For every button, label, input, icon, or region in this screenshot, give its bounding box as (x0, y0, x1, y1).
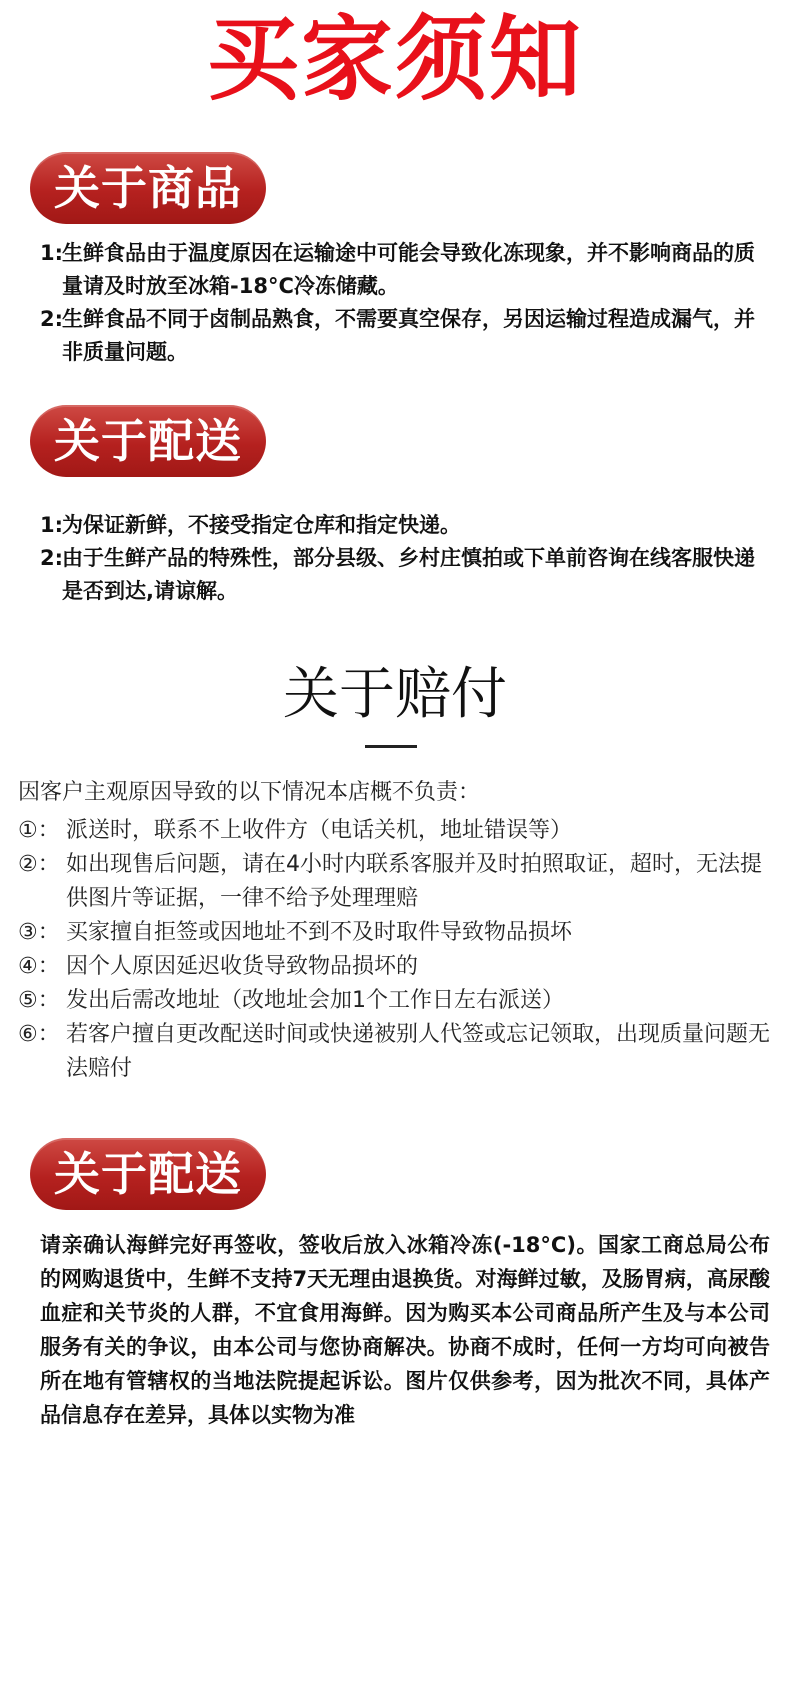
item-number: ③： (18, 920, 60, 945)
section-badge-delivery: 关于配送 (30, 405, 266, 477)
item-text: 买家擅自拒签或因地址不到不及时取件导致物品损坏 (66, 920, 573, 945)
compensation-list (18, 814, 778, 1086)
list-item (18, 916, 778, 950)
list-item (40, 237, 770, 303)
list-item (18, 1018, 778, 1086)
list-item (40, 542, 770, 608)
item-text: 因个人原因延迟收货导致物品损坏的 (66, 954, 419, 979)
compensation-intro: 因客户主观原因导致的以下情况本店概不负责： (18, 780, 481, 805)
section-badge-delivery-2: 关于配送 (30, 1138, 266, 1210)
item-text: 由于生鲜产品的特殊性，部分县级、乡村庄慎拍或下单前咨询在线客服快递是否到达,请谅解。 (62, 546, 755, 603)
item-text: 发出后需改地址（改地址会加1个工作日左右派送） (66, 988, 564, 1013)
list-item (18, 950, 778, 984)
section-badge-goods: 关于商品 (30, 152, 266, 224)
list-item (18, 814, 778, 848)
delivery-terms-paragraph: 请亲确认海鲜完好再签收，签收后放入冰箱冷冻(-18°C)。国家工商总局公布的网购退货中，生鲜不支持7天无理由退换货。对海鲜过敏，及肠胃病，高尿酸血症和关节炎的人群，不宜食用海鲜。因为购买本公司商品所产生及与本公司服务有关的争议，由本公司与您协商解决。协商不成时，任何一方均可向被告所在地有管辖权的当地法院提起诉讼。图片仅供参考，因为批次不同，具体产品信息存在差异，具体以实物为准 (40, 1233, 770, 1427)
title-divider (365, 745, 417, 748)
item-number: ①： (18, 818, 60, 843)
item-number: 2: (40, 307, 64, 331)
list-item (40, 509, 770, 542)
item-number: 2: (40, 546, 64, 570)
item-text: 派送时，联系不上收件方（电话关机，地址错误等） (66, 818, 573, 843)
item-number: 1: (40, 241, 64, 265)
item-text: 生鲜食品由于温度原因在运输途中可能会导致化冻现象，并不影响商品的质量请及时放至冰箱-18°C冷冻储藏。 (62, 241, 755, 298)
item-text: 如出现售后问题，请在4小时内联系客服并及时拍照取证，超时，无法提供图片等证据，一律不给予处理理赔 (66, 852, 762, 911)
item-text: 为保证新鲜，不接受指定仓库和指定快递。 (62, 513, 461, 537)
item-text: 若客户擅自更改配送时间或快递被别人代签或忘记领取，出现质量问题无法赔付 (66, 1022, 771, 1081)
page-title: 买家须知 (206, 6, 583, 113)
list-item (18, 984, 778, 1018)
item-number: ⑥： (18, 1022, 60, 1047)
item-number: 1: (40, 513, 64, 537)
delivery-notice-list (40, 509, 770, 608)
list-item (40, 303, 770, 369)
list-item (18, 848, 778, 916)
item-number: ⑤： (18, 988, 60, 1013)
item-number: ②： (18, 852, 60, 877)
item-text: 生鲜食品不同于卤制品熟食，不需要真空保存，另因运输过程造成漏气，并非质量问题。 (62, 307, 755, 364)
goods-notice-list (40, 237, 770, 369)
section-title-compensation: 关于赔付 (283, 662, 507, 727)
item-number: ④： (18, 954, 60, 979)
